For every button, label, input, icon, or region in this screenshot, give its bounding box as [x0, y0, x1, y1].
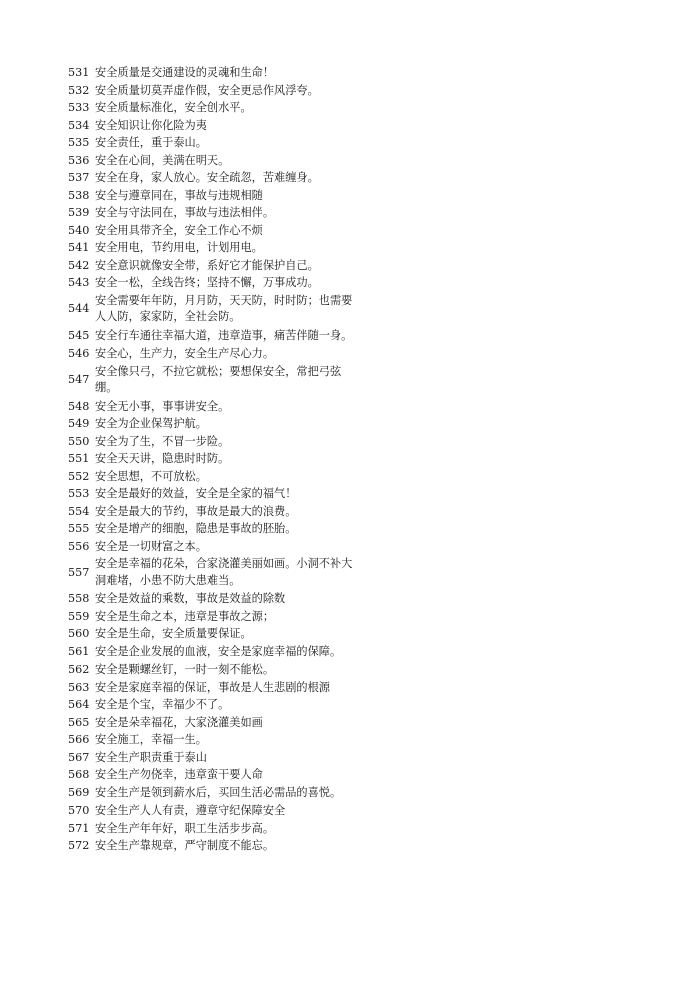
slogan-text: 安全无小事，事事讲安全。 [95, 399, 230, 413]
slogan-row [68, 485, 358, 503]
slogan-text: 安全一松，全线告终；坚持不懈，万事成功。 [95, 276, 319, 289]
slogan-text: 安全为了生，不冒一步险。 [95, 434, 230, 448]
slogan-text: 安全心，生产力，安全生产尽心力。 [95, 347, 275, 360]
slogan-number: 553 [68, 487, 90, 500]
slogan-number: 555 [68, 522, 90, 535]
slogan-text: 安全生产年年好，职工生活步步高。 [95, 821, 275, 835]
slogan-text: 安全天天讲，隐患时时防。 [95, 452, 230, 465]
slogan-row [68, 152, 358, 170]
slogan-row [68, 450, 358, 468]
slogan-row [68, 714, 358, 732]
slogan-row [68, 766, 358, 784]
slogan-row [68, 117, 358, 135]
slogan-row [68, 784, 358, 803]
slogan-row [68, 679, 358, 697]
slogan-text: 安全在心间，美满在明天。 [95, 153, 230, 167]
slogan-text: 安全生产勿侥幸，违章蛮干要人命 [95, 768, 263, 781]
slogan-text: 安全思想，不可放松。 [95, 469, 207, 483]
slogan-row [68, 345, 358, 363]
slogan-row [68, 187, 358, 205]
slogan-row [68, 239, 358, 257]
slogan-number: 558 [68, 592, 90, 605]
slogan-number: 571 [68, 821, 90, 835]
slogan-text: 安全施工，幸福一生。 [95, 733, 207, 746]
slogan-text: 安全行车通往幸福大道，违章造事，痛苦伴随一身。 [95, 328, 353, 342]
slogan-row [68, 643, 358, 662]
slogan-number: 568 [68, 768, 90, 781]
slogan-text: 安全用电，节约用电，计划用电。 [95, 241, 263, 254]
slogan-text: 安全生产人人有责，遵章守纪保障安全 [95, 804, 286, 817]
slogan-number: 566 [68, 733, 90, 746]
slogan-row [68, 608, 358, 626]
slogan-number: 534 [68, 118, 90, 132]
slogan-text: 安全是家庭幸福的保证，事故是人生悲剧的根源 [95, 680, 330, 694]
slogan-number: 539 [68, 206, 90, 219]
slogan-text: 安全质量切莫弄虚作假，安全更忌作风浮夸。 [95, 83, 319, 97]
slogan-text: 安全是最大的节约，事故是最大的浪费。 [95, 504, 297, 518]
slogan-row [68, 802, 358, 820]
slogan-number: 559 [68, 609, 90, 623]
slogan-row [68, 222, 358, 240]
slogan-number: 546 [68, 347, 90, 360]
slogan-number: 564 [68, 698, 90, 711]
slogan-text: 安全是朵幸福花，大家浇灌美如画 [95, 715, 263, 729]
slogan-text: 安全是幸福的花朵，合家浇灌美丽如画。小洞不补大洞难堵，小患不防大患难当。 [95, 557, 353, 587]
slogan-text: 安全是生命，安全质量要保证。 [95, 627, 252, 640]
slogan-row [68, 696, 358, 714]
slogan-row [68, 99, 358, 117]
slogan-number: 570 [68, 804, 90, 817]
slogan-text: 安全在身，家人放心。安全疏忽，苦难缠身。 [95, 171, 319, 184]
slogan-text: 安全是颗螺丝钉，一时一刻不能松。 [95, 663, 275, 676]
slogan-number: 550 [68, 434, 90, 448]
slogan-text: 安全用具带齐全，安全工作心不烦 [95, 223, 263, 237]
slogan-row [68, 503, 358, 521]
slogan-number: 531 [68, 66, 90, 79]
slogan-number: 563 [68, 680, 90, 694]
slogan-text: 安全是增产的细胞，隐患是事故的胚胎。 [95, 522, 297, 535]
slogan-row [68, 204, 358, 222]
slogan-text: 安全是个宝，幸福少不了。 [95, 698, 230, 711]
slogan-text: 安全责任，重于泰山。 [95, 136, 207, 149]
slogan-text: 安全是生命之本，违章是事故之源； [95, 609, 275, 623]
slogan-number: 541 [68, 241, 90, 254]
slogan-row [68, 64, 358, 82]
slogan-number: 537 [68, 171, 90, 184]
slogan-number: 545 [68, 329, 90, 342]
slogan-number: 542 [68, 258, 90, 272]
slogan-number: 552 [68, 469, 90, 483]
slogan-text: 安全是效益的乘数，事故是效益的除数 [95, 592, 286, 605]
slogan-number: 556 [68, 539, 90, 553]
slogan-number: 549 [68, 417, 90, 430]
slogan-number: 540 [68, 223, 90, 237]
slogan-row [68, 82, 358, 100]
slogan-row [68, 327, 358, 346]
slogan-number: 562 [68, 663, 90, 676]
slogan-number: 560 [68, 627, 90, 640]
slogan-row [68, 274, 358, 292]
slogan-number: 544 [68, 302, 90, 316]
slogan-text: 安全为企业保驾护航。 [95, 417, 207, 430]
slogan-text: 安全生产是领到薪水后，买回生活必需品的喜悦。 [95, 785, 342, 799]
slogan-row [68, 625, 358, 643]
document-page [68, 64, 358, 855]
slogan-row [68, 433, 358, 451]
slogan-text: 安全是企业发展的血液，安全是家庭幸福的保障。 [95, 644, 342, 658]
slogan-text: 安全是最好的效益，安全是全家的福气！ [95, 487, 297, 500]
slogan-row [68, 292, 358, 327]
slogan-text: 安全知识让你化险为夷 [95, 118, 207, 132]
slogan-number: 538 [68, 188, 90, 202]
slogan-text: 安全生产靠规章，严守制度不能忘。 [95, 839, 275, 852]
slogan-row [68, 415, 358, 433]
slogan-number: 533 [68, 101, 90, 114]
slogan-number: 561 [68, 645, 90, 658]
slogan-number: 569 [68, 786, 90, 799]
slogan-row [68, 257, 358, 275]
slogan-row [68, 749, 358, 767]
slogan-number: 532 [68, 83, 90, 97]
slogan-row [68, 661, 358, 679]
slogan-row [68, 468, 358, 486]
slogan-text: 安全质量标准化，安全创水平。 [95, 101, 252, 114]
slogan-number: 547 [68, 373, 90, 387]
slogan-text: 安全是一切财富之本。 [95, 539, 207, 553]
slogan-text: 安全生产职责重于泰山 [95, 750, 207, 764]
slogan-number: 572 [68, 839, 90, 852]
slogan-text: 安全意识就像安全带，系好它才能保护自己。 [95, 258, 319, 272]
slogan-number: 554 [68, 504, 90, 518]
slogan-row [68, 538, 358, 556]
slogan-row [68, 398, 358, 416]
slogan-number: 557 [68, 565, 90, 579]
slogan-row [68, 363, 358, 398]
slogan-text: 安全质量是交通建设的灵魂和生命！ [95, 66, 275, 79]
slogan-number: 535 [68, 136, 90, 149]
slogan-text: 安全需要年年防，月月防，天天防，时时防；也需要人人防，家家防，全社会防。 [95, 293, 353, 323]
slogan-row [68, 820, 358, 838]
slogan-text: 安全与守法同在，事故与违法相伴。 [95, 206, 275, 219]
slogan-number: 565 [68, 715, 90, 729]
slogan-list [68, 64, 358, 855]
slogan-number: 551 [68, 452, 90, 465]
slogan-number: 548 [68, 399, 90, 413]
slogan-row [68, 837, 358, 855]
slogan-number: 536 [68, 153, 90, 167]
slogan-text: 安全像只弓，不拉它就松；要想保安全，常把弓弦绷。 [95, 364, 342, 394]
slogan-row [68, 555, 358, 590]
slogan-row [68, 134, 358, 152]
slogan-text: 安全与遵章同在，事故与违规相随 [95, 188, 263, 202]
slogan-row [68, 590, 358, 608]
slogan-row [68, 520, 358, 538]
slogan-row [68, 731, 358, 749]
slogan-number: 567 [68, 750, 90, 764]
slogan-row [68, 169, 358, 187]
slogan-number: 543 [68, 276, 90, 289]
